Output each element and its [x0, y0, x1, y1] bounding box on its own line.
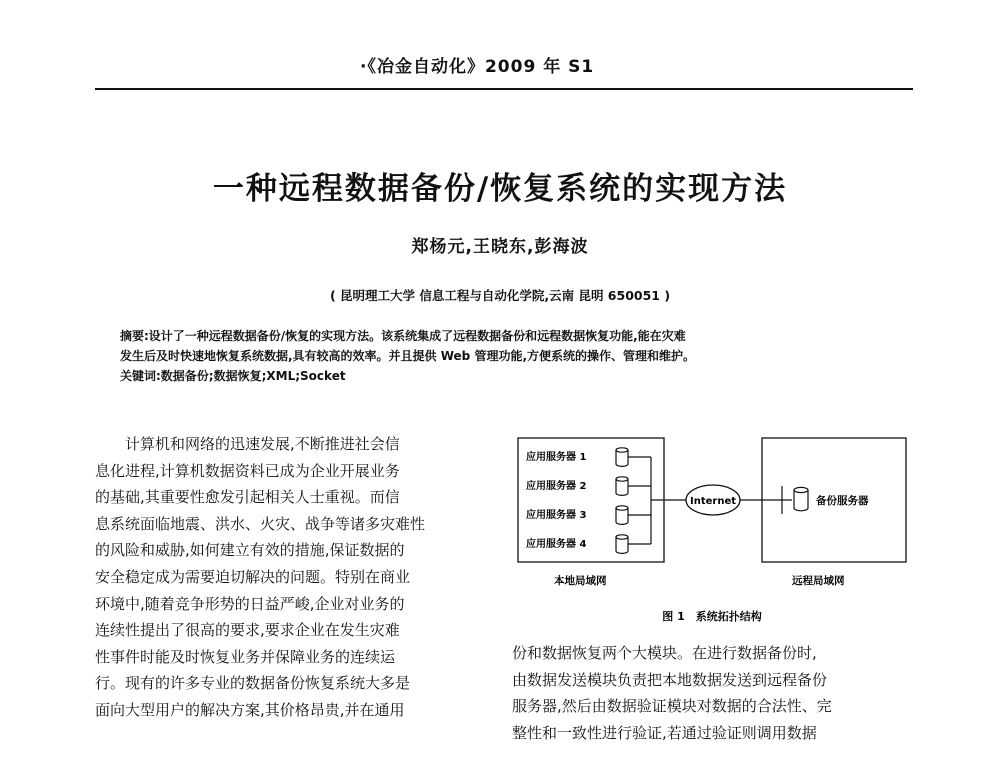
body-right-column [512, 640, 912, 746]
body-line: 的风险和威胁,如何建立有效的措施,保证数据的 [95, 541, 405, 560]
body-line: 安全稳定成为需要迫切解决的问题。特别在商业 [95, 567, 411, 586]
server-2-database-icon [616, 477, 628, 496]
remote-lan-label: 远程局域网 [792, 575, 845, 587]
body-line: 份和数据恢复两个大模块。在进行数据备份时, [512, 644, 817, 662]
body-line: 息化进程,计算机数据资料已成为企业开展业务 [95, 461, 400, 480]
body-line: 的基础,其重要性愈发引起相关人士重视。而信 [95, 488, 400, 507]
body-left-column [95, 431, 487, 724]
header-rule [95, 88, 913, 90]
body-line: 行。现有的许多专业的数据备份恢复系统大多是 [95, 674, 411, 693]
body-line: 性事件时能及时恢复业务并保障业务的连续运 [95, 647, 396, 666]
internet-label: Internet [689, 496, 737, 507]
server-4-label: 应用服务器 4 [526, 539, 587, 550]
abstract-line: 摘要:设计了一种远程数据备份/恢复的实现方法。该系统集成了远程数据备份和远程数据恢复功能,能在灾难 [120, 329, 686, 343]
authors: 郑杨元,王晓东,彭海波 [411, 237, 589, 257]
abstract-line: 发生后及时快速地恢复系统数据,具有较高的效率。并且提供 Web 管理功能,方便系统的操作、管理和维护。 [120, 349, 696, 363]
body-line: 整性和一致性进行验证,若通过验证则调用数据 [512, 723, 817, 742]
server-2-label: 应用服务器 2 [526, 481, 587, 492]
body-line: 连续性提出了很高的要求,要求企业在发生灾难 [95, 621, 400, 640]
affiliation: ( 昆明理工大学 信息工程与自动化学院,云南 昆明 650051 ) [329, 288, 671, 303]
keywords-line: 关键词:数据备份;数据恢复;XML;Socket [120, 369, 346, 383]
topology-diagram [512, 434, 912, 634]
server-3-database-icon [616, 506, 628, 525]
running-header: ·《冶金自动化》2009 年 S1 [360, 57, 595, 77]
body-line: 计算机和网络的迅速发展,不断推进社会信 [95, 435, 400, 453]
server-3-label: 应用服务器 3 [526, 510, 587, 521]
backup-server-label: 备份服务器 [816, 495, 869, 507]
body-line: 服务器,然后由数据验证模块对数据的合法性、完 [512, 697, 832, 716]
body-line: 环境中,随着竞争形势的日益严峻,企业对业务的 [95, 594, 405, 613]
body-line: 息系统面临地震、洪水、火灾、战争等诸多灾难性 [95, 514, 426, 533]
abstract [120, 326, 900, 386]
topology-figure [512, 434, 912, 634]
figure-caption: 图 1 系统拓扑结构 [662, 610, 762, 623]
server-4-database-icon [616, 535, 628, 554]
server-1-label: 应用服务器 1 [526, 452, 587, 463]
backup-server-database-icon [794, 487, 808, 510]
local-lan-label: 本地局域网 [554, 575, 607, 587]
body-line: 面向大型用户的解决方案,其价格昂贵,并在通用 [95, 700, 405, 719]
paper-title: 一种远程数据备份/恢复系统的实现方法 [212, 171, 788, 207]
server-1-database-icon [616, 448, 628, 467]
body-line: 由数据发送模块负责把本地数据发送到远程备份 [512, 670, 828, 689]
